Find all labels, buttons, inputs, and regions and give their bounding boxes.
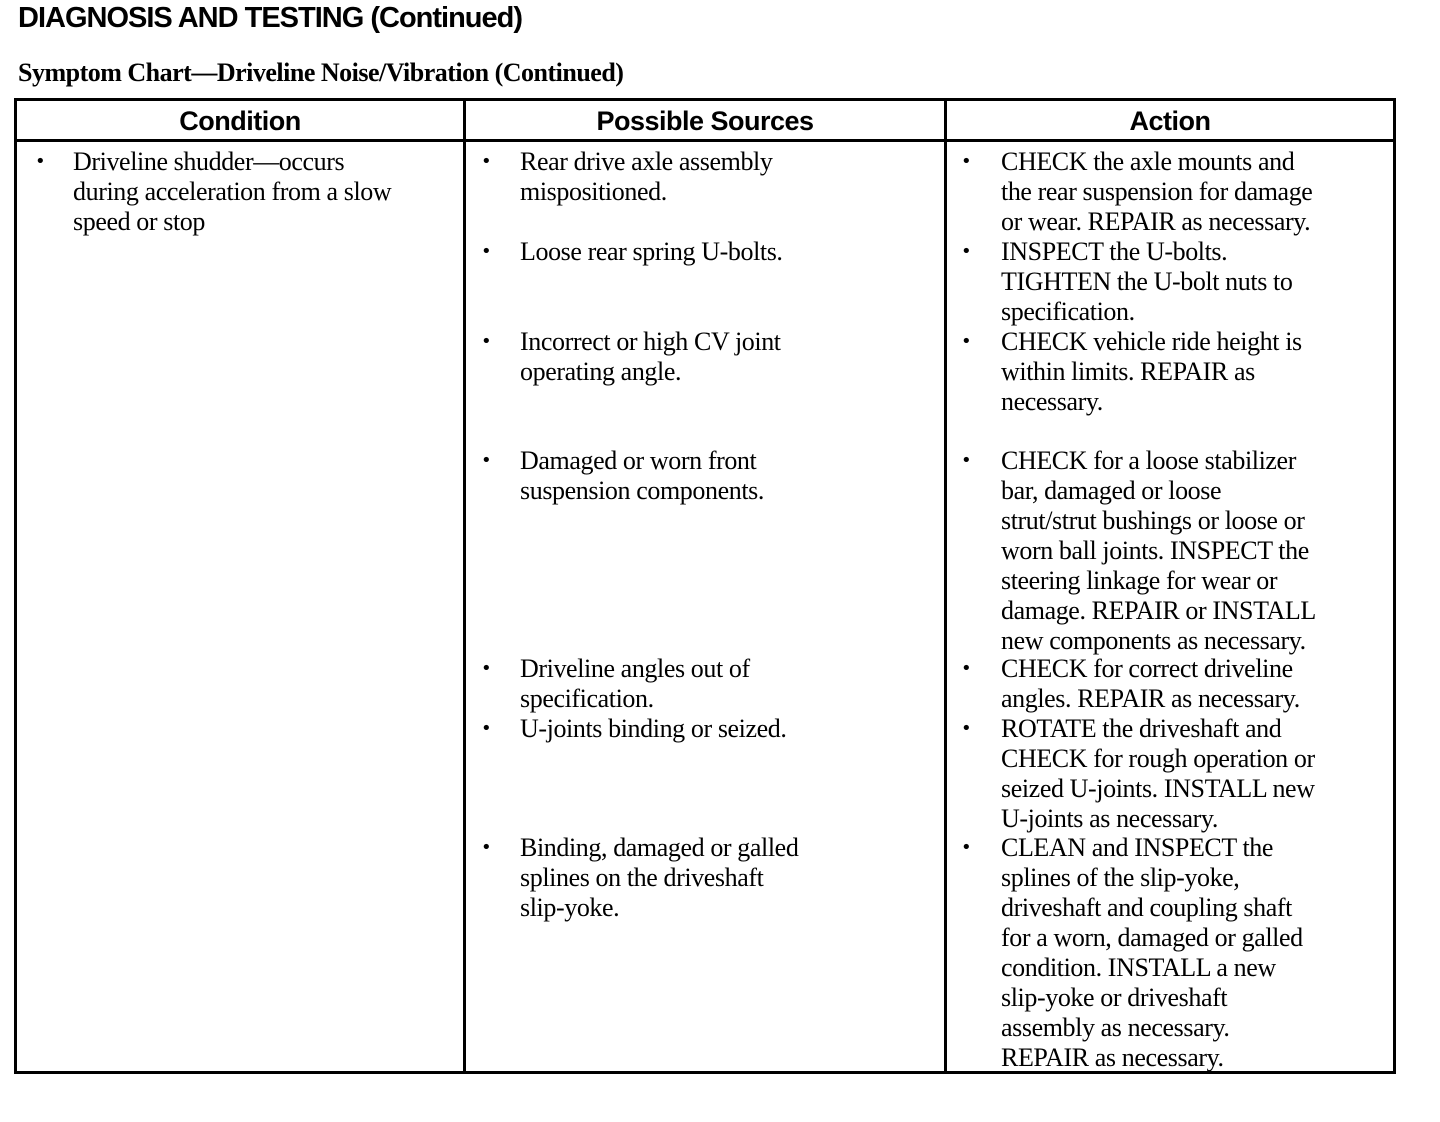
condition-text: Driveline shudder—occurs during acceleration from a slow speed or stop — [73, 147, 392, 236]
action-item: CHECK vehicle ride height is within limits. REPAIR as necessary. — [1001, 327, 1302, 416]
column-header-condition: Condition — [179, 106, 301, 136]
source-item: Loose rear spring U-bolts. — [520, 237, 783, 266]
column-header-possible-sources: Possible Sources — [596, 106, 814, 136]
column-header-action: Action — [1129, 106, 1211, 136]
action-item: INSPECT the U-bolts. TIGHTEN the U-bolt nuts to specification. — [1001, 237, 1293, 326]
chart-title: Symptom Chart—Driveline Noise/Vibration (Continued) — [18, 58, 624, 87]
bullet-icon: • — [481, 658, 492, 679]
action-item: CHECK for a loose stabilizer bar, damaged or loose strut/strut bushings or loose or worn ball joints. INSPECT the steering linkage for wear or damage. REPAIR or INSTALL new components as necessary. — [1001, 446, 1316, 655]
action-item: CHECK for correct driveline angles. REPAIR as necessary. — [1001, 654, 1300, 713]
bullet-icon: • — [961, 837, 972, 858]
action-item: CHECK the axle mounts and the rear suspension for damage or wear. REPAIR as necessary. — [1001, 147, 1313, 236]
bullet-icon: • — [481, 837, 492, 858]
bullet-icon: • — [481, 151, 492, 172]
bullet-icon: • — [481, 331, 492, 352]
column-divider — [944, 101, 947, 1071]
bullet-icon: • — [481, 450, 492, 471]
bullet-icon: • — [35, 151, 46, 172]
bullet-icon: • — [961, 718, 972, 739]
action-item: ROTATE the driveshaft and CHECK for rough operation or seized U-joints. INSTALL new U-joints as necessary. — [1001, 714, 1315, 833]
symptom-table — [14, 98, 1396, 1074]
source-item: U-joints binding or seized. — [520, 714, 787, 743]
bullet-icon: • — [961, 331, 972, 352]
source-item: Incorrect or high CV joint operating angle. — [520, 327, 781, 386]
action-item: CLEAN and INSPECT the splines of the slip-yoke, driveshaft and coupling shaft for a worn, damaged or galled condition. INSTALL a new slip-yoke or driveshaft assembly as necessary. REPAIR as necessary. — [1001, 833, 1303, 1072]
source-item: Damaged or worn front suspension components. — [520, 446, 764, 505]
header-rule — [17, 139, 1393, 142]
bullet-icon: • — [961, 450, 972, 471]
bullet-icon: • — [481, 241, 492, 262]
bullet-icon: • — [961, 151, 972, 172]
bullet-icon: • — [481, 718, 492, 739]
source-item: Driveline angles out of specification. — [520, 654, 750, 713]
source-item: Rear drive axle assembly mispositioned. — [520, 147, 773, 206]
bullet-icon: • — [961, 241, 972, 262]
source-item: Binding, damaged or galled splines on the driveshaft slip-yoke. — [520, 833, 799, 922]
column-divider — [463, 101, 466, 1071]
bullet-icon: • — [961, 658, 972, 679]
page-heading: DIAGNOSIS AND TESTING (Continued) — [18, 2, 523, 34]
